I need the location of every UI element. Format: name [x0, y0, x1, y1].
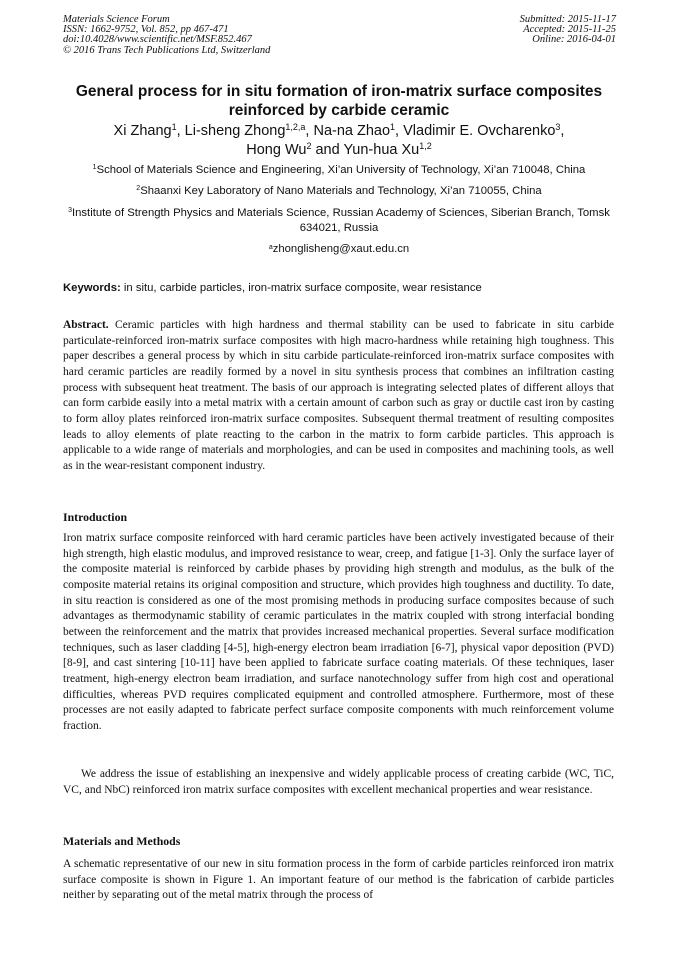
- author-affil-sup: 1: [171, 122, 177, 133]
- keywords-label: Keywords:: [63, 282, 121, 294]
- abstract: [63, 318, 614, 475]
- affiliation: $^3$Institute of Strength Physics and Materials Science, Russian Academy of Sciences, Siberian Branch, Tomsk 634021, Russia: [68, 206, 610, 235]
- affiliations: [58, 163, 620, 258]
- doi-line: doi:10.4028/www.scientific.net/MSF.852.467: [63, 34, 252, 46]
- author-affil-sup: 1,2,a: [285, 122, 306, 133]
- online-date: Online: 2016-04-01: [532, 34, 616, 46]
- paper-title: General process for in situ formation of iron-matrix surface composites reinforced by carbide ceramic: [75, 83, 603, 119]
- journal-name: Materials Science Forum: [63, 14, 170, 25]
- section-heading-introduction: Introduction: [63, 510, 128, 524]
- author-affil-sup: 3: [555, 122, 561, 133]
- accepted-date: Accepted: 2015-11-25: [523, 24, 616, 36]
- author-affil-sup: 1: [390, 122, 396, 133]
- author-name: Yun-hua Xu: [343, 142, 420, 158]
- methods-paragraph: A schematic representative of our new in situ formation process in the form of carbide particles reinforced iron matrix surface composite is shown in Figure 1. An important feature of our method is the fabrication of carbide particles neither by separating out of the metal matrix through the process of: [63, 858, 614, 902]
- submitted-date: Submitted: 2015-11-17: [519, 14, 616, 25]
- author-name: Na-na Zhao: [313, 123, 391, 139]
- submission-dates: [520, 15, 616, 46]
- introduction-paragraph: We address the issue of establishing an inexpensive and widely applicable process of creating carbide (WC, TiC, VC, and NbC) reinforced iron matrix surface composites with excellent mechanical properties and wear resistance.: [63, 768, 614, 796]
- author-name: Li-sheng Zhong: [184, 123, 286, 139]
- affiliation: $^1$School of Materials Science and Engineering, Xi’an University of Technology, Xi’an 710048, China: [92, 164, 586, 176]
- author-affil-sup: 1,2: [419, 141, 432, 152]
- author-name: Hong Wu: [246, 142, 307, 158]
- journal-info: [63, 15, 270, 56]
- abstract-text: Ceramic particles with high hardness and thermal stability can be used to fabricate in situ carbide particulate-reinforced iron-matrix surface composites with high macro-hardness while retaining high toughness. This paper describes a general process by which in situ carbide particulate-reinforced iron-matrix surface composites with hard ceramic particles are readily formed by a novel in situ synthesis process that combines an infiltration casting process with subsequent heat treatment. The basis of our approach is integrating selected plates of different alloys that can form carbide easily into a metal matrix with a certain amount of carbon such as gray or ductile cast iron by casting to form alloy plates reinforced iron-matrix surface composites. Subsequent thermal treatment of resulting composites leads to alloy elements of plate reacting to the carbon in the matrix to form carbide particles. This approach is applicable to a wide range of materials and morphologies, and can be used in composites and machining tools, as well as in the wear-resistant component industry.: [63, 319, 614, 472]
- author-name: Vladimir E. Ovcharenko: [403, 123, 556, 139]
- introduction-paragraph: Iron matrix surface composite reinforced with hard ceramic particles have been actively investigated because of their high strength, high elastic modulus, and improved resistance to wear, creep, and fatigue [1-3]. Only the surface layer of the composite material is reinforced by carbide phases by providing high strength and modulus, as the bulk of the composite material retains its original composition and structure, which provides high toughness and ductility. To date, in situ reaction is considered as one of the most promising methods in producing surface composites because of such advantages as thermodynamic stability of ceramic particulates in the matrix coupled with strong interfacial bonding between the reinforcement and the matrix that provides increased mechanical properties. Several surface modification techniques, such as laser cladding [4-5], high-energy electron beam irradiation [6-7], physical vapor deposition (PVD) [8-9], and cast sintering [10-11] have been applied to fabricate surface coating materials. Of these techniques, laser treatment, high-energy electron beam irradiation, and surface nanotechnology suffer from high cost and operational difficulties, whereas PVD requires complicated equipment and controlled atmosphere. Furthermore, most of these processes are not easily adapted to fabricate perfect surface composite components with much reinforcement volume fraction.: [63, 532, 614, 732]
- author-list: Xi Zhang$^1$, Li-sheng Zhong$^{1,2,a}$, Na-na Zhao$^1$, Vladimir E. Ovcharenko$^3$, Hong Wu$^2$ and Yun-hua Xu$^{1,2}$: [113, 122, 565, 158]
- contact-email: $^a$zhonglisheng@xaut.edu.cn: [268, 243, 410, 256]
- abstract-label: Abstract.: [63, 319, 109, 331]
- issn-line: ISSN: 1662-9752, Vol. 852, pp 467-471: [63, 24, 229, 36]
- keywords-text: in situ, carbide particles, iron-matrix surface composite, wear resistance: [120, 282, 482, 294]
- author-name: Xi Zhang: [113, 123, 172, 139]
- affiliation: $^2$Shaanxi Key Laboratory of Nano Materials and Technology, Xi’an 710055, China: [136, 185, 542, 198]
- copyright-line: © 2016 Trans Tech Publications Ltd, Switzerland: [63, 44, 271, 56]
- section-heading-methods: Materials and Methods: [63, 834, 181, 848]
- keywords: [63, 281, 623, 296]
- author-affil-sup: 2: [306, 141, 312, 152]
